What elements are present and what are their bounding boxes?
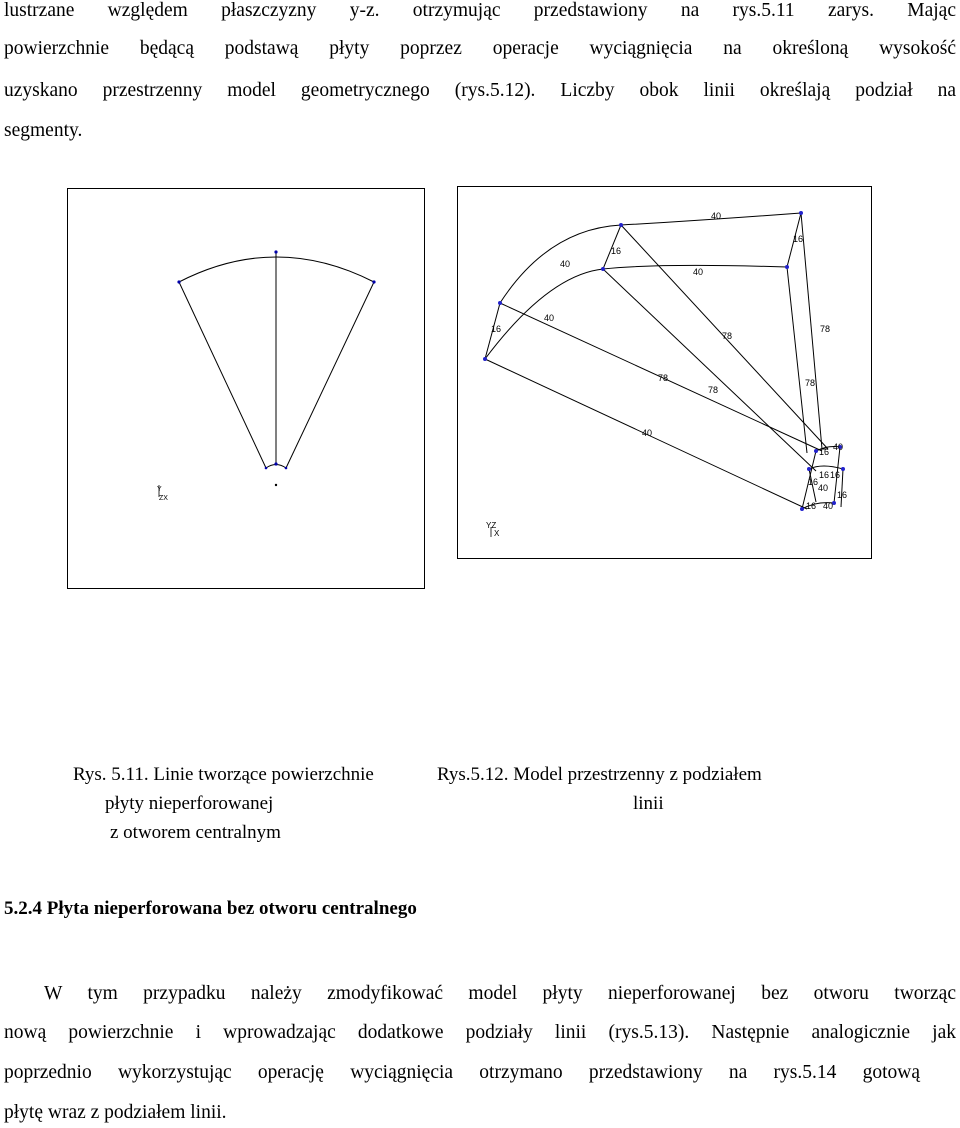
axis-yz-label: YZ <box>486 521 497 530</box>
caption-right-line: Rys.5.12. Model przestrzenny z podziałem <box>437 764 762 785</box>
segment-label: 78 <box>722 331 733 341</box>
outer-arc-top <box>500 213 804 303</box>
figure-3d-model <box>457 186 872 559</box>
segment-label: 78 <box>658 373 669 383</box>
segment-label: 16 <box>830 470 841 480</box>
segment-labels <box>491 211 847 511</box>
paragraph-line: poprzednio wykorzystując operację wyciągnięcia otrzymano przedstawiony na rys.5.14 gotową <box>4 1062 920 1083</box>
outer-arc-bottom <box>485 265 787 359</box>
caption-right <box>437 760 762 818</box>
paragraph-line: uzyskano przestrzenny model geometrycznego (rys.5.12). Liczby obok linii określają podział na <box>4 80 956 101</box>
segment-label: 16 <box>819 447 830 457</box>
paragraph-line: nową powierzchnie i wprowadzając dodatkowe podziały linii (rys.5.13). Następnie analogicznie jak <box>4 1022 956 1043</box>
segment-label: 40 <box>833 442 844 452</box>
sector-drawing <box>68 189 424 588</box>
figure-sector-outline <box>67 188 425 589</box>
paragraph-line: lustrzane względem płaszczyzny y-z. otrzymując przedstawiony na rys.5.11 zarys. Mając <box>4 0 956 21</box>
paragraph-line: powierzchnie będącą podstawą płyty poprzez operacje wyciągnięcia na określoną wysokość <box>4 38 956 59</box>
segment-label: 40 <box>693 267 704 277</box>
vertex-points <box>483 211 848 511</box>
caption-right-line: linii <box>633 793 664 814</box>
paragraph-line: W tym przypadku należy zmodyfikować model płyty nieperforowanej bez otworu tworząc <box>44 983 956 1004</box>
origin-dot <box>275 484 277 486</box>
caption-left-line: płyty nieperforowanej <box>105 793 274 814</box>
paragraph-line: segmenty. <box>4 120 83 141</box>
axis-zx-label: ZX <box>159 495 168 502</box>
caption-left-line: z otworem centralnym <box>110 822 281 843</box>
segment-label: 16 <box>808 477 819 487</box>
segment-label: 40 <box>711 211 722 221</box>
segment-label: 16 <box>793 234 804 244</box>
section-heading: 5.2.4 Płyta nieperforowana bez otworu centralnego <box>4 898 417 919</box>
segment-label: 16 <box>837 490 848 500</box>
model-drawing <box>458 187 871 558</box>
radial-line <box>787 267 807 453</box>
axis-x-label: X <box>494 529 500 538</box>
caption-left-line: Rys. 5.11. Linie tworzące powierzchnie <box>73 764 374 785</box>
segment-label: 40 <box>823 501 834 511</box>
segment-label: 16 <box>806 501 817 511</box>
right-edge-line <box>286 282 374 468</box>
axis-triad-icon <box>486 521 500 538</box>
segment-label: 40 <box>818 483 829 493</box>
segment-label: 78 <box>805 378 816 388</box>
left-edge-line <box>179 282 266 468</box>
axis-y-label: Y <box>157 486 162 493</box>
segment-label: 40 <box>544 313 555 323</box>
radial-line <box>801 213 822 449</box>
segment-label: 78 <box>820 324 831 334</box>
segment-label: 16 <box>819 470 830 480</box>
segment-label: 16 <box>611 246 622 256</box>
axis-triad-icon <box>157 485 168 502</box>
segment-label: 40 <box>560 259 571 269</box>
segment-label: 78 <box>708 385 719 395</box>
segment-label: 16 <box>491 324 502 334</box>
radial-line <box>603 269 816 471</box>
paragraph-line: płytę wraz z podziałem linii. <box>4 1102 227 1123</box>
segment-label: 40 <box>642 428 653 438</box>
